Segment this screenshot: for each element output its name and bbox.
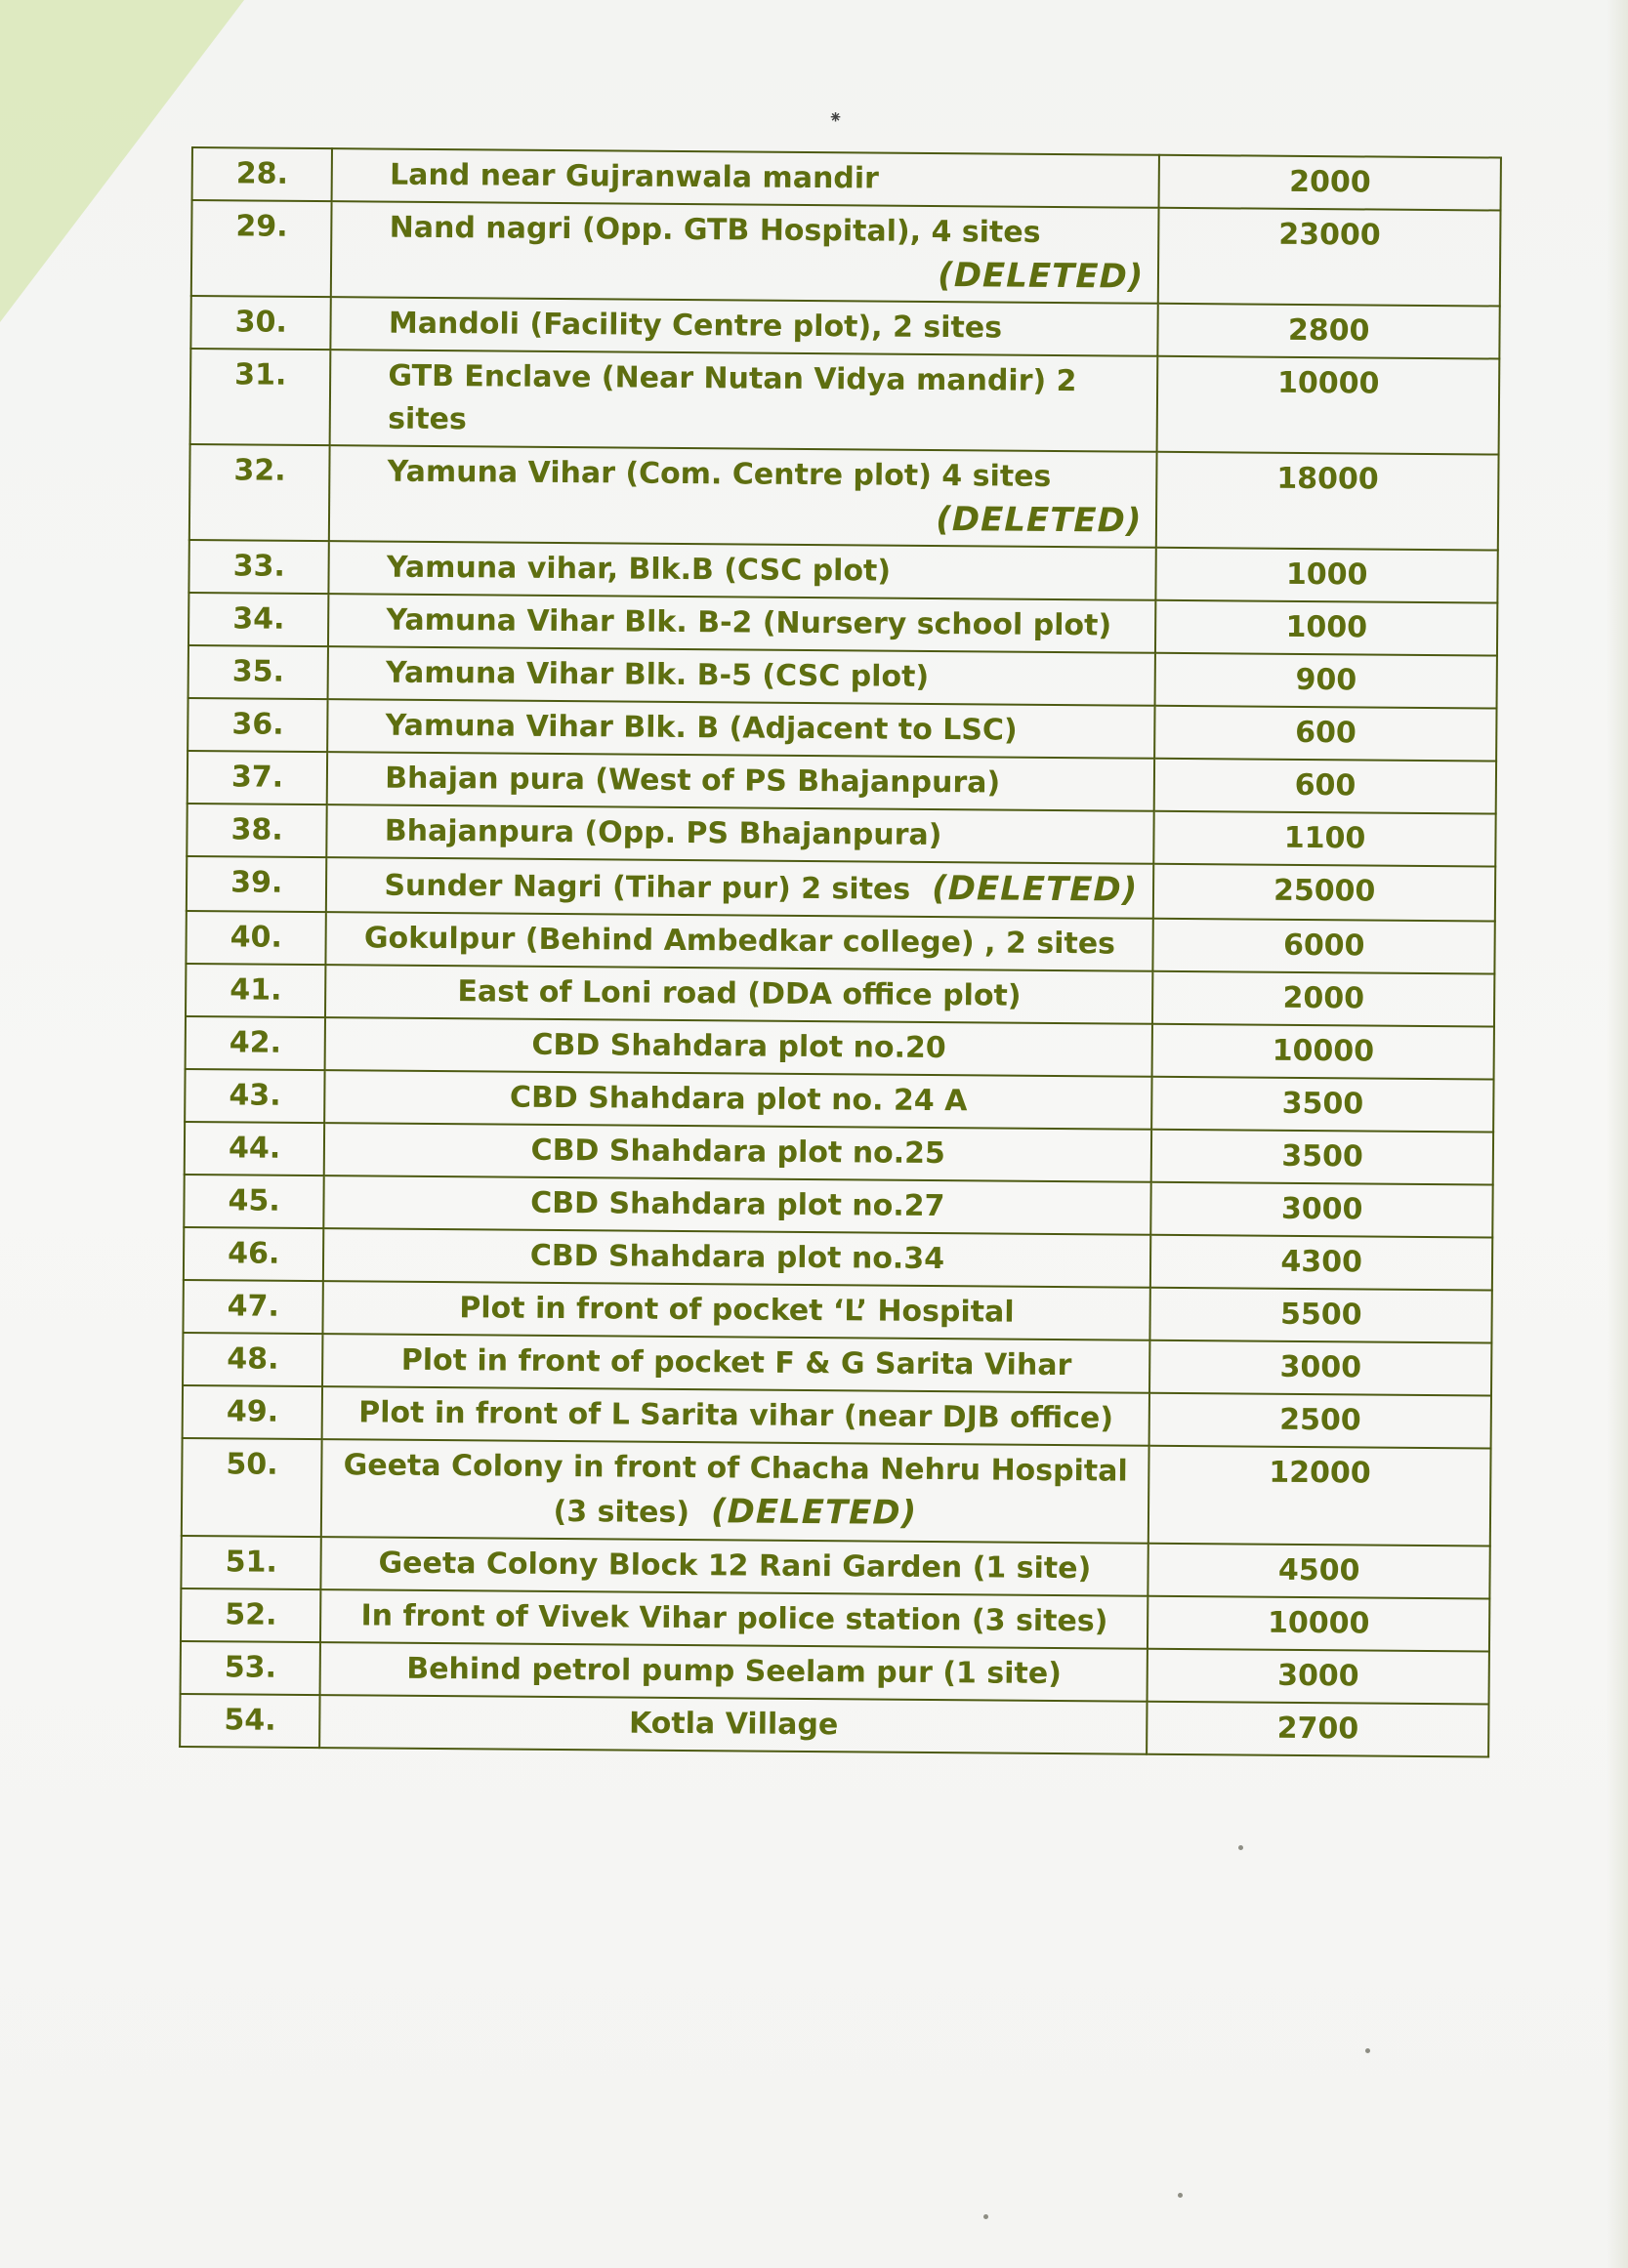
site-description: Bhajan pura (West of PS Bhajanpura) — [385, 761, 1001, 801]
site-description-cell — [331, 297, 1158, 356]
table-row — [187, 856, 1495, 922]
table-row — [189, 444, 1499, 551]
serial-number-cell: 48. — [183, 1333, 323, 1386]
site-description-cell — [319, 1695, 1147, 1754]
site-description-cell — [329, 445, 1157, 548]
site-description: Yamuna vihar, Blk.B (CSC plot) — [386, 550, 892, 589]
site-description: Geeta Colony Block 12 Rani Garden (1 site) — [378, 1546, 1092, 1587]
serial-number-cell: 37. — [188, 751, 328, 804]
site-description: Yamuna Vihar (Com. Centre plot) 4 sites — [387, 454, 1052, 494]
deleted-label: (DELETED) — [932, 868, 1139, 910]
area-value-cell: 2800 — [1158, 304, 1500, 359]
site-description: CBD Shahdara plot no. 24 A — [509, 1080, 968, 1119]
site-description-cell — [323, 1228, 1150, 1288]
site-description-cell — [328, 594, 1155, 653]
area-value-cell: 2000 — [1152, 971, 1494, 1027]
area-value-cell: 4500 — [1148, 1544, 1490, 1599]
serial-number-cell: 40. — [186, 911, 326, 965]
area-value-cell: 600 — [1154, 759, 1496, 814]
ink-speck — [983, 2214, 988, 2219]
area-value-cell: 5500 — [1150, 1288, 1492, 1343]
site-description: CBD Shahdara plot no.20 — [531, 1027, 946, 1066]
serial-number-cell: 28. — [192, 147, 333, 201]
serial-number-cell: 44. — [185, 1122, 325, 1175]
area-value-cell: 900 — [1155, 653, 1497, 709]
area-value-cell: 18000 — [1156, 452, 1498, 551]
site-description-cell — [321, 1537, 1148, 1596]
area-value-cell: 6000 — [1153, 919, 1495, 974]
serial-number-cell: 39. — [187, 856, 327, 912]
sites-table — [179, 146, 1502, 1757]
area-value-cell: 3000 — [1151, 1182, 1493, 1238]
table-row — [182, 1438, 1491, 1546]
site-description-cell — [328, 646, 1155, 706]
area-value-cell: 25000 — [1153, 864, 1495, 922]
site-description-cell — [322, 1386, 1149, 1446]
site-description-cell — [324, 1175, 1151, 1235]
site-description-cell — [329, 541, 1156, 600]
table-row — [191, 200, 1501, 307]
area-value-cell: 10000 — [1148, 1596, 1489, 1652]
serial-number-cell: 43. — [185, 1069, 325, 1123]
area-value-cell: 10000 — [1157, 356, 1499, 455]
site-description: GTB Enclave (Near Nutan Vidya mandir) 2 sites — [388, 358, 1077, 437]
site-description: CBD Shahdara plot no.25 — [530, 1133, 946, 1172]
site-description-cell — [325, 965, 1152, 1024]
site-description: Gokulpur (Behind Ambedkar college) , 2 sites — [363, 921, 1116, 962]
site-description: Bhajanpura (Opp. PS Bhajanpura) — [384, 813, 942, 853]
area-value-cell: 12000 — [1148, 1446, 1490, 1546]
area-value-cell: 3000 — [1149, 1340, 1491, 1396]
deleted-label: (DELETED) — [710, 1492, 918, 1533]
deleted-label: (DELETED) — [936, 499, 1143, 541]
site-description: Plot in front of L Sarita vihar (near DJB office) — [358, 1395, 1114, 1436]
serial-number-cell: 50. — [182, 1438, 322, 1537]
serial-number-cell: 46. — [184, 1227, 324, 1281]
site-description-cell — [325, 1017, 1152, 1077]
ink-speck — [1178, 2193, 1183, 2198]
area-value-cell: 3500 — [1151, 1130, 1493, 1185]
serial-number-cell: 41. — [186, 964, 326, 1017]
serial-number-cell: 53. — [181, 1641, 321, 1695]
site-description-cell — [332, 148, 1159, 208]
serial-number-cell: 51. — [181, 1536, 321, 1589]
serial-number-cell: 38. — [187, 804, 327, 857]
area-value-cell: 1000 — [1155, 600, 1497, 656]
site-description: Sunder Nagri (Tihar pur) 2 sites — [384, 868, 911, 907]
site-description: Plot in front of pocket ‘L’ Hospital — [459, 1291, 1015, 1330]
site-description: Geeta Colony in front of Chacha Nehru Hospital (3 sites) — [343, 1448, 1128, 1531]
site-description-cell — [323, 1281, 1150, 1340]
area-value-cell: 3500 — [1151, 1077, 1493, 1133]
site-description-cell — [324, 1070, 1151, 1130]
site-description: Behind petrol pump Seelam pur (1 site) — [406, 1651, 1063, 1692]
table-row — [190, 349, 1500, 455]
area-value-cell: 23000 — [1158, 208, 1500, 307]
area-value-cell: 2500 — [1149, 1393, 1491, 1449]
site-description-cell — [331, 201, 1159, 304]
area-value-cell: 10000 — [1152, 1024, 1494, 1080]
area-value-cell: 1100 — [1154, 811, 1496, 867]
site-description: East of Loni road (DDA office plot) — [457, 974, 1022, 1013]
ink-speck — [1238, 1845, 1243, 1850]
area-value-cell: 3000 — [1148, 1649, 1489, 1705]
site-description-cell — [327, 699, 1154, 759]
site-description: In front of Vivek Vihar police station (3 sites) — [360, 1598, 1108, 1639]
site-description: Mandoli (Facility Centre plot), 2 sites — [388, 306, 1003, 346]
site-description: Plot in front of pocket F & G Sarita Vihar — [400, 1342, 1072, 1383]
serial-number-cell: 29. — [191, 200, 332, 297]
site-description: Yamuna Vihar Blk. B (Adjacent to LSC) — [385, 708, 1018, 748]
area-value-cell: 4300 — [1150, 1235, 1492, 1291]
table-row — [180, 1694, 1488, 1757]
serial-number-cell: 31. — [190, 349, 331, 445]
page-right-edge — [1607, 0, 1628, 2268]
site-description: Yamuna Vihar Blk. B-2 (Nursery school plot) — [386, 602, 1112, 643]
area-value-cell: 2700 — [1147, 1702, 1488, 1757]
sites-table-body — [180, 147, 1501, 1756]
area-value-cell: 2000 — [1159, 155, 1501, 211]
area-value-cell: 1000 — [1156, 548, 1498, 603]
serial-number-cell: 34. — [188, 593, 329, 646]
site-description-cell — [326, 857, 1153, 919]
serial-number-cell: 47. — [183, 1280, 323, 1334]
serial-number-cell: 35. — [188, 645, 329, 699]
site-description-cell — [321, 1439, 1149, 1544]
serial-number-cell: 54. — [180, 1694, 320, 1748]
serial-number-cell: 42. — [186, 1016, 326, 1070]
site-description: Yamuna Vihar Blk. B-5 (CSC plot) — [385, 655, 930, 694]
site-description-cell — [327, 752, 1154, 811]
serial-number-cell: 49. — [183, 1385, 323, 1439]
ink-mark: ⁕ — [828, 107, 844, 128]
serial-number-cell: 36. — [188, 698, 328, 752]
site-description: CBD Shahdara plot no.34 — [529, 1238, 945, 1277]
site-description-cell — [322, 1334, 1149, 1393]
serial-number-cell: 45. — [184, 1175, 324, 1228]
site-description: CBD Shahdara plot no.27 — [530, 1185, 945, 1224]
site-description-cell — [320, 1589, 1148, 1649]
serial-number-cell: 30. — [190, 296, 331, 350]
site-description: Kotla Village — [628, 1706, 839, 1743]
site-description-cell — [320, 1642, 1148, 1702]
ink-speck — [1365, 2048, 1370, 2053]
deleted-label: (DELETED) — [938, 256, 1145, 297]
site-description: Land near Gujranwala mandir — [389, 157, 880, 196]
site-description: Nand nagri (Opp. GTB Hospital), 4 sites — [389, 210, 1041, 250]
site-description-cell — [330, 350, 1158, 452]
serial-number-cell: 32. — [189, 444, 330, 541]
site-description-cell — [327, 804, 1154, 864]
area-value-cell: 600 — [1154, 706, 1496, 762]
serial-number-cell: 52. — [181, 1588, 321, 1642]
site-description-cell — [326, 912, 1153, 971]
serial-number-cell: 33. — [188, 540, 329, 594]
site-description-cell — [324, 1123, 1151, 1182]
